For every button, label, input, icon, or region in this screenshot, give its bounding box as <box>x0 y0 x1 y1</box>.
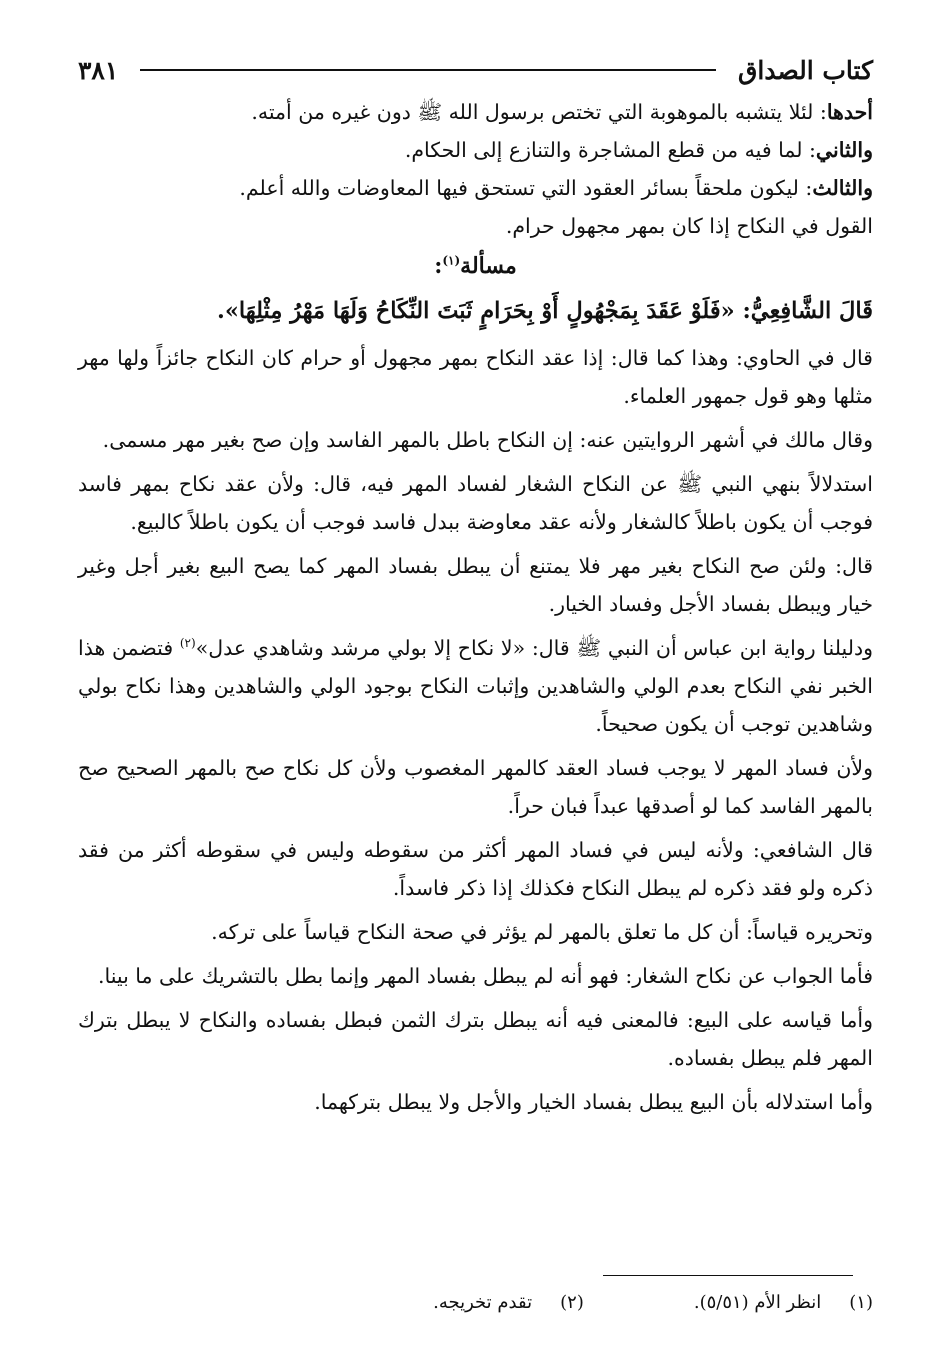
paragraph <box>78 207 873 245</box>
paragraph: استدلالاً بنهي النبي ﷺ عن النكاح الشغار لفساد المهر فيه، قال: ولأن عقد نكاح بمهر فاسد فوجب أن يكون باطلاً كالشغار ولأنه عقد معاوضة ببدل فاسد فوجب أن يكون باطلاً كالبيع. <box>78 472 873 534</box>
heading-text: مسألة <box>460 253 517 279</box>
page-number: ٣٨١ <box>78 55 119 85</box>
paragraph: وقال مالك في أشهر الروايتين عنه: إن النكاح باطل بالمهر الفاسد وإن صح بغير مهر مسمى. <box>102 428 873 452</box>
paragraph-lead: والثاني <box>815 138 873 162</box>
paragraph-text: ودليلنا رواية ابن عباس أن النبي ﷺ قال: «لا نكاح إلا بولي مرشد وشاهدي عدل» <box>195 636 873 660</box>
shafii-quote: قَالَ الشَّافِعِيُّ: «فَلَوْ عَقَدَ بِمَجْهُولٍ أَوْ بِحَرَامٍ ثَبَتَ النِّكَاحُ وَلَهَا مَهْرُ مِثْلِهَا». <box>216 298 873 324</box>
paragraph-text: : ليكون ملحقاً بسائر العقود التي تستحق فيها المعاوضات والله أعلم. <box>239 176 813 200</box>
paragraph: قال في الحاوي: وهذا كما قال: إذا عقد النكاح بمهر مجهول أو حرام كان النكاح جائزاً ولها مهر مثلها وهو قول جمهور العلماء. <box>78 346 873 408</box>
section-heading <box>78 247 873 285</box>
paragraph-text: فتضمن هذا الخبر نفي النكاح بعدم الولي والشاهدين وإثبات النكاح بوجود الولي والشاهدين وهذا نكاح بولي وشاهدين توجب أن يكون صحيحاً. <box>78 636 873 736</box>
header-rule <box>140 69 716 71</box>
footnote-rule <box>603 1275 853 1276</box>
footnote-text: تقدم تخريجه. <box>433 1292 533 1313</box>
paragraph-lead: والثالث <box>812 176 873 200</box>
paragraph <box>78 93 873 131</box>
footnote-number: (٢) <box>560 1292 584 1313</box>
paragraph: وأما قياسه على البيع: فالمعنى فيه أنه يبطل بترك الثمن فبطل بفساده والنكاح لا يبطل بترك المهر فلم يبطل بفساده. <box>78 1008 873 1070</box>
paragraph <box>78 131 873 169</box>
paragraph-lead: أحدها <box>826 100 873 124</box>
footnote-ref: (١) <box>442 253 461 268</box>
paragraph: وتحريره قياساً: أن كل ما تعلق بالمهر لم يؤثر في صحة النكاح قياساً على تركه. <box>211 920 873 944</box>
heading-suffix: : <box>434 253 443 279</box>
paragraph: قال: ولئن صح النكاح بغير مهر فلا يمتنع أن يبطل بفساد المهر كما يصح البيع بغير أجل وغير خيار ويبطل بفساد الأجل وفساد الخيار. <box>78 554 873 616</box>
footnote-text: انظر الأم (٥/٥١). <box>693 1292 822 1313</box>
paragraph: وأما استدلاله بأن البيع يبطل بفساد الخيار والأجل ولا يبطل بتركهما. <box>314 1090 873 1114</box>
paragraph-text: : لئلا يتشبه بالموهوبة التي تختص برسول الله ﷺ دون غيره من أمته. <box>251 100 827 124</box>
page-body <box>78 93 873 1121</box>
page-header <box>78 50 873 90</box>
paragraph <box>78 629 873 743</box>
paragraph: قال الشافعي: ولأنه ليس في فساد المهر أكثر من سقوطه وليس في سقوطه أكثر من فقد ذكره ولو فقد ذكره لم يبطل النكاح فكذلك إذا ذكر فاسداً. <box>78 838 873 900</box>
paragraph: فأما الجواب عن نكاح الشغار: فهو أنه لم يبطل بفساد المهر وإنما بطل بالتشريك على ما بينا. <box>97 964 873 988</box>
footnote-item <box>694 1288 873 1318</box>
footnote-number: (١) <box>849 1292 873 1313</box>
book-title: كتاب الصداق <box>737 55 873 85</box>
footnote-ref: (٢) <box>179 636 196 651</box>
paragraph-text: : لما فيه من قطع المشاجرة والتنازع إلى الحكام. <box>404 138 816 162</box>
paragraph <box>78 169 873 207</box>
footnotes <box>78 1288 873 1318</box>
paragraph: ولأن فساد المهر لا يوجب فساد العقد كالمهر المغصوب ولأن كل نكاح صح بالمهر الصحيح صح بالمهر الفاسد كما لو أصدقها عبداً فبان حراً. <box>78 756 873 818</box>
paragraph-text: القول في النكاح إذا كان بمهر مجهول حرام. <box>505 214 873 238</box>
footnote-item <box>433 1288 584 1318</box>
